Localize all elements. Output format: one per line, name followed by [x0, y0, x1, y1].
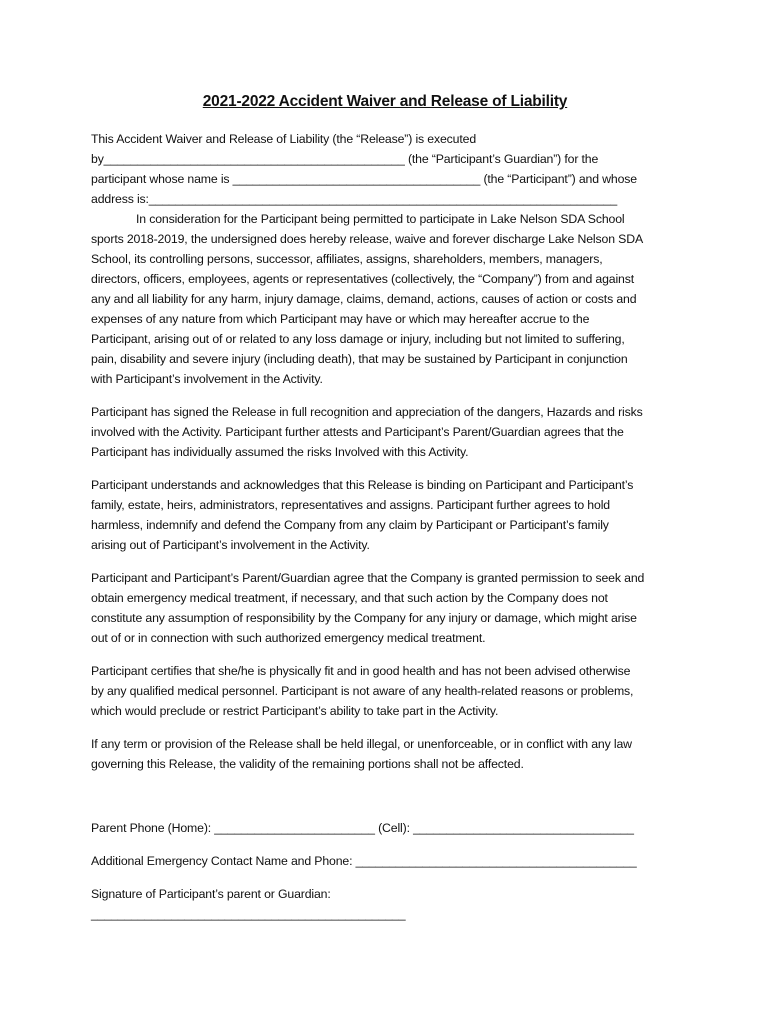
- paragraph-line: family, estate, heirs, administrators, representatives and assigns. Participant further agrees to hold: [91, 498, 610, 512]
- paragraph-line: pain, disability and severe injury (including death), that may be sustained by Participant in conjunction: [91, 352, 628, 366]
- intro-line: address is:______________________________________________________________________: [91, 192, 618, 206]
- paragraph-line: arising out of Participant’s involvement in the Activity.: [91, 538, 370, 552]
- paragraph-line: constitute any assumption of responsibility by the Company for any injury or damage, which might arise: [91, 611, 637, 625]
- parent-phone-field[interactable]: Parent Phone (Home): ________________________ (Cell): _________________________________: [91, 821, 634, 835]
- paragraph-line: expenses of any nature from which Participant may have or which may hereafter accrue to the: [91, 312, 590, 326]
- paragraph-line: obtain emergency medical treatment, if necessary, and that such action by the Company does not: [91, 591, 608, 605]
- paragraph-line: governing this Release, the validity of the remaining portions shall not be affected.: [91, 757, 524, 771]
- document-title: 2021-2022 Accident Waiver and Release of Liability: [202, 93, 568, 110]
- paragraph-line: out of or in connection with such authorized emergency medical treatment.: [91, 631, 486, 645]
- signature-field[interactable]: _______________________________________________: [91, 907, 406, 921]
- paragraph-line: In consideration for the Participant being permitted to participate in Lake Nelson SDA School: [136, 212, 625, 226]
- paragraph-line: Participant has signed the Release in full recognition and appreciation of the dangers, Hazards and risks: [91, 405, 643, 419]
- paragraph-line: involved with the Activity. Participant further attests and Participant’s Parent/Guardian agrees that the: [91, 425, 624, 439]
- paragraph-line: sports 2018-2019, the undersigned does hereby release, waive and forever discharge Lake Nelson SDA: [91, 232, 643, 246]
- paragraph-line: Participant, arising out of or related to any loss damage or injury, including but not limited to suffering,: [91, 332, 625, 346]
- paragraph-line: Participant and Participant’s Parent/Guardian agree that the Company is granted permission to seek and: [91, 571, 645, 585]
- intro-line: This Accident Waiver and Release of Liability (the “Release”) is executed: [91, 132, 477, 146]
- paragraph-line: with Participant’s involvement in the Activity.: [91, 372, 323, 386]
- paragraph-line: any and all liability for any harm, injury damage, claims, demand, actions, causes of action or costs and: [91, 292, 637, 306]
- paragraph-line: If any term or provision of the Release shall be held illegal, or unenforceable, or in conflict with any law: [91, 737, 632, 751]
- paragraph-line: directors, officers, employees, agents or representatives (collectively, the “Company”) from and against: [91, 272, 635, 286]
- paragraph-line: Participant has individually assumed the risks Involved with this Activity.: [91, 445, 469, 459]
- intro-line: by_____________________________________________ (the “Participant’s Guardian”) for the: [91, 152, 599, 166]
- emergency-contact-field[interactable]: Additional Emergency Contact Name and Phone: __________________________________________: [91, 854, 637, 868]
- paragraph-line: Participant certifies that she/he is physically fit and in good health and has not been advised otherwise: [91, 664, 631, 678]
- intro-line: participant whose name is _____________________________________ (the “Participant”) and whose: [91, 172, 637, 186]
- paragraph-line: which would preclude or restrict Participant’s ability to take part in the Activity.: [91, 704, 499, 718]
- paragraph-line: harmless, indemnify and defend the Company from any claim by Participant or Participant’s family: [91, 518, 609, 532]
- paragraph-line: School, its controlling persons, successor, affiliates, assigns, shareholders, members, managers,: [91, 252, 603, 266]
- signature-label: Signature of Participant’s parent or Guardian:: [91, 887, 331, 901]
- paragraph-line: Participant understands and acknowledges that this Release is binding on Participant and Participant’s: [91, 478, 634, 492]
- paragraph-line: by any qualified medical personnel. Participant is not aware of any health-related reasons or problems,: [91, 684, 634, 698]
